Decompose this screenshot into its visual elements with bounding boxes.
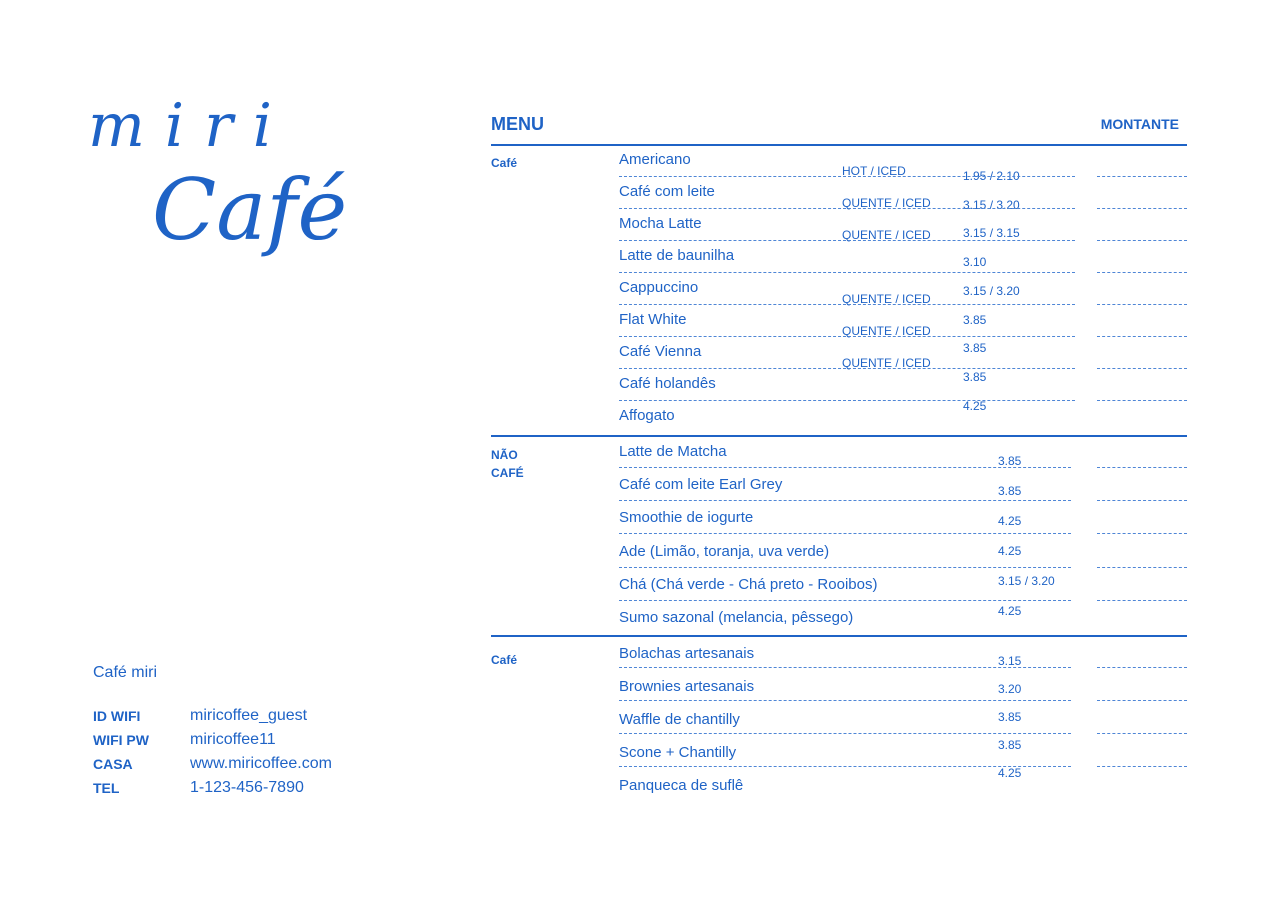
cafe-name: Café miri [93,664,158,681]
row-separator [619,368,1075,369]
row-separator [619,600,1071,601]
section-divider [491,635,1187,637]
menu-item-price: 3.15 / 3.15 [963,226,1020,241]
info-label: TEL [93,780,120,796]
info-value: 1-123-456-7890 [190,779,304,796]
menu-item-name: Ade (Limão, toranja, uva verde) [619,542,830,560]
menu-item-price: 3.85 [963,312,987,327]
menu-item-price: 3.15 / 3.20 [998,574,1055,588]
menu-item-option: QUENTE / ICED [842,356,931,370]
menu-item-price: 1.95 / 2.10 [963,169,1020,183]
row-separator [619,700,1071,701]
amount-line [1097,766,1187,767]
menu-item-price: 4.25 [963,398,987,413]
info-row-website [93,752,423,776]
menu-item-price: 3.85 [998,454,1022,468]
info-label: WIFI PW [93,732,149,748]
amount-line [1097,467,1187,468]
menu-item-option: QUENTE / ICED [842,292,931,306]
menu-item-price: 4.25 [998,604,1022,618]
amount-line [1097,240,1187,241]
menu-item-price: 3.85 [998,738,1022,752]
menu-item-name: Café com leite Earl Grey [619,476,783,494]
menu-item-name: Brownies artesanais [619,678,755,695]
cafe-info [93,664,423,800]
row-separator [619,304,1075,305]
amount-line [1097,600,1187,601]
row-separator [619,500,1071,501]
menu-item-name: Chá (Chá verde - Chá preto - Rooibos) [619,575,878,593]
section-divider [491,144,1187,146]
menu-item-price: 3.10 [963,255,987,270]
menu-item-name: Bolachas artesanais [619,645,755,662]
amount-line [1097,272,1187,273]
amount-line [1097,304,1187,305]
amount-line [1097,176,1187,177]
section-label: NÃO CAFÉ [491,448,524,480]
menu-item-name: Sumo sazonal (melancia, pêssego) [619,609,854,626]
info-value: miricoffee_guest [190,707,308,724]
info-value: miricoffee11 [190,731,276,748]
logo-miri: miri [88,91,292,161]
info-row-wifi-pw [93,728,423,752]
logo-cafe: Café [152,161,348,259]
menu-item-name: Waffle de chantilly [619,711,740,728]
menu-item-price: 3.85 [998,484,1022,498]
info-row-phone [93,776,423,800]
amount-line [1097,336,1187,337]
menu-item-name: Affogato [619,407,675,424]
row-separator [619,533,1071,534]
menu-item-price: 3.85 [998,710,1022,724]
menu-item-price: 4.25 [998,544,1022,558]
amount-line [1097,700,1187,701]
menu-item-price: 3.15 / 3.20 [963,283,1020,298]
row-separator [619,467,1071,468]
menu-header [491,114,1187,144]
menu-item-name: Panqueca de suflê [619,777,744,794]
menu-item-price: 3.15 / 3.20 [963,197,1020,212]
amount-line [1097,400,1187,401]
row-separator [619,567,1071,568]
row-separator [619,272,1075,273]
amount-header: MONTANTE [1100,116,1179,132]
section-label: Café [491,653,518,667]
menu-item-name: Cappuccino [619,279,699,296]
menu-title: MENU [491,114,544,134]
menu-item-name: Café holandês [619,375,716,392]
info-value: www.miricoffee.com [190,755,332,772]
row-separator [619,208,1075,209]
row-separator [619,400,1075,401]
menu-item-price: 3.85 [963,341,987,356]
section-label: Café [491,156,518,170]
menu-item-name: Flat White [619,311,687,328]
menu-item-option: QUENTE / ICED [842,324,931,338]
menu-item-option: QUENTE / ICED [842,228,931,242]
menu-item-name: Café com leite [619,183,715,200]
menu-item-price: 3.15 [998,654,1022,668]
info-row-wifi-id [93,704,423,728]
row-separator [619,176,1075,177]
menu-item-name: Latte de baunilha [619,247,735,264]
menu-item-price: 3.20 [998,682,1022,696]
menu-item-name: Mocha Latte [619,215,702,232]
menu-item-option: HOT / ICED [842,164,906,178]
amount-line [1097,500,1187,501]
menu-item-name: Smoothie de iogurte [619,509,754,527]
menu-item-option: QUENTE / ICED [842,196,931,210]
info-label: CASA [93,756,133,772]
amount-line [1097,208,1187,209]
menu-item-price: 4.25 [998,766,1022,780]
menu-item-price: 3.85 [963,369,987,384]
info-label: ID WIFI [93,708,141,724]
amount-line [1097,533,1187,534]
section-divider [491,435,1187,437]
menu-item-name: Americano [619,151,691,168]
amount-line [1097,368,1187,369]
menu-item-price: 4.25 [998,514,1022,528]
amount-line [1097,667,1187,668]
menu-item-name: Scone + Chantilly [619,744,737,761]
row-separator [619,667,1071,668]
amount-line [1097,567,1187,568]
row-separator [619,240,1075,241]
row-separator [619,336,1075,337]
amount-line [1097,733,1187,734]
menu-item-name: Latte de Matcha [619,443,727,460]
menu-item-name: Café Vienna [619,343,702,360]
row-separator [619,733,1071,734]
